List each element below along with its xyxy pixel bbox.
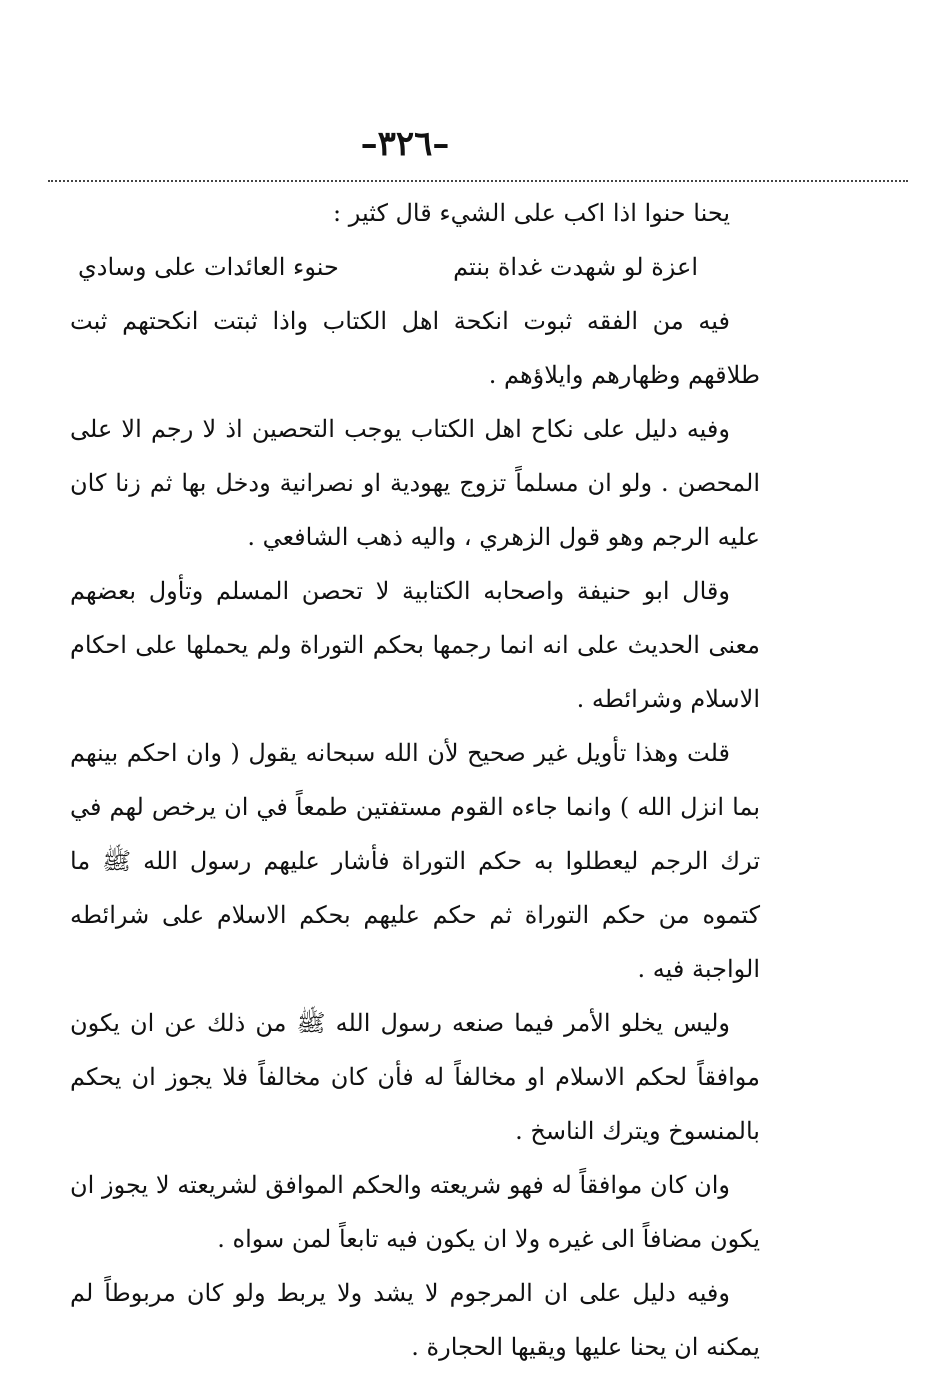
verse-first-hemistich: اعزة لو شهدت غداة بنتم [453,253,698,281]
paragraph-marital-rulings: فيه من الفقه ثبوت انكحة اهل الكتاب واذا ثبتت انكحتهم ثبت طلاقهم وظهارهم وايلاؤهم . [70,307,760,389]
paragraph-abrogation: وليس يخلو الأمر فيما صنعه رسول الله ﷺ من ذلك عن ان يكون موافقاً لحكم الاسلام او مخالفاً له فأن كان مخالفاً فلا يجوز ان يحكم بالمنسوخ ويترك الناسخ . [70,1009,760,1145]
poetry-verse [70,240,760,294]
text-body [70,186,760,1374]
paragraph-abu-hanifa: وقال ابو حنيفة واصحابه الكتابية لا تحصن المسلم وتأول بعضهم معنى الحديث على انه انما رجمها بحكم التوراة ولم يحملها على احكام الاسلام وشرائطه . [70,577,760,713]
paragraph-conformity: وان كان موافقاً له فهو شريعته والحكم الموافق لشريعته لا يجوز ان يكون مضافاً الى غيره ولا ان يكون فيه تابعاً لمن سواه . [70,1171,760,1253]
intro-line: يحنا حنوا اذا اكب على الشيء قال كثير : [333,199,730,227]
verse-second-hemistich: حنوء العائدات على وسادي [78,253,339,281]
header-divider [48,180,908,182]
paragraph-ihsan: وفيه دليل على نكاح اهل الكتاب يوجب التحصين اذ لا رجم الا على المحصن . ولو ان مسلماً تزوج يهودية او نصرانية ودخل بها ثم زنا كان عليه الرجم وهو قول الزهري ، واليه ذهب الشافعي . [70,415,760,551]
paragraph-stoning: وفيه دليل على ان المرجوم لا يشد ولا يربط ولو كان مربوطاً لم يمكنه ان يحنا عليها ويقيها الحجارة . [70,1279,760,1361]
page-number: –٣٢٦– [360,124,450,164]
paragraph-interpretation: قلت وهذا تأويل غير صحيح لأن الله سبحانه يقول ( وان احكم بينهم بما انزل الله ) وانما جاءه القوم مستفتين طمعاً في ان يرخص لهم في ترك الرجم ليعطلوا به حكم التوراة فأشار عليهم رسول الله ﷺ ما كتموه من حكم التوراة ثم حكم عليهم بحكم الاسلام على شرائطه الواجبة فيه . [70,739,760,983]
